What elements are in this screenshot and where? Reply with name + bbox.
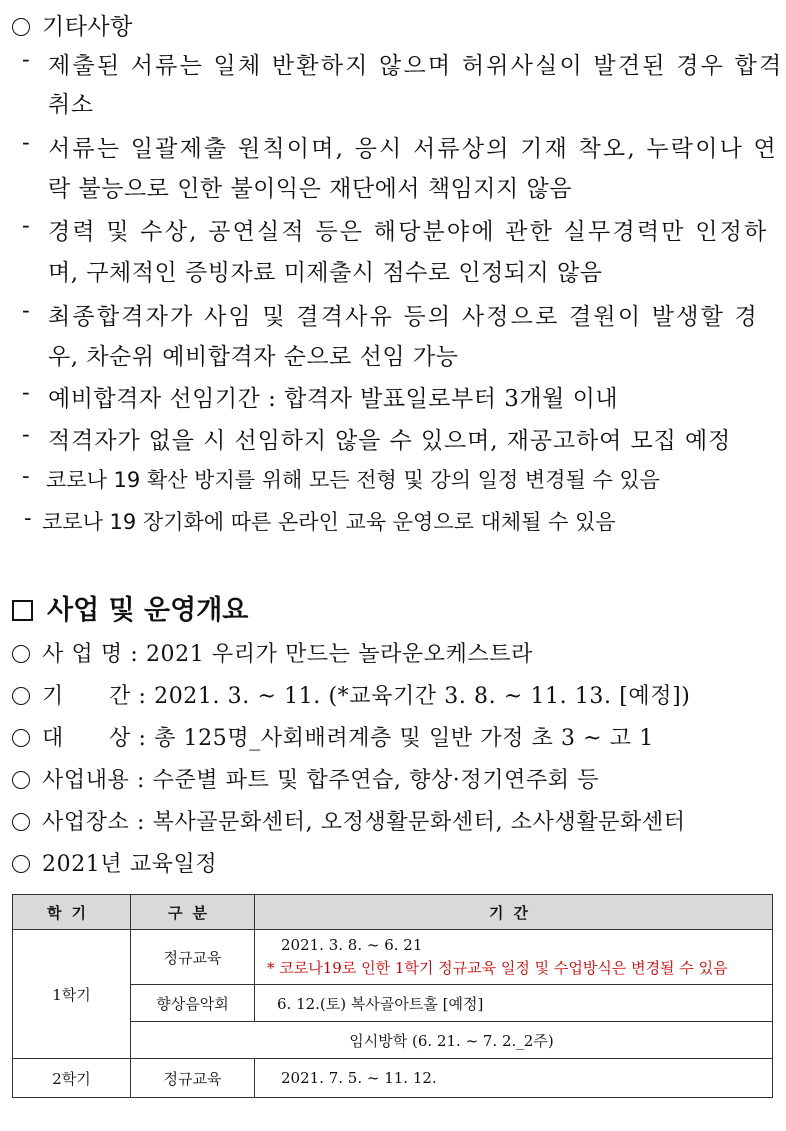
cell-sem2-period: 2021. 7. 5. ~ 11. 12.: [255, 1059, 773, 1098]
cell-sem2-regular: 정규교육: [131, 1059, 255, 1098]
circle-bullet-icon: [12, 855, 30, 873]
circle-bullet-icon: [12, 645, 30, 663]
etc-heading: 기타사항: [12, 8, 133, 41]
cell-break: 임시방학 (6. 21. ~ 7. 2._2주): [131, 1022, 773, 1059]
dash-bullet: -: [22, 464, 31, 488]
overview-project-name: 사 업 명 : 2021 우리가 만드는 놀라운오케스트라: [12, 637, 533, 668]
table-row: [13, 1059, 773, 1098]
table-row: [13, 930, 773, 985]
cell-concert-period: 6. 12.(토) 복사골아트홀 [예정]: [255, 985, 773, 1022]
circle-bullet-icon: [12, 687, 30, 705]
header-period: 기간: [255, 895, 773, 930]
cell-semester-2: 2학기: [13, 1059, 131, 1098]
cell-regular: 정규교육: [131, 930, 255, 985]
cell-regular-period: [255, 930, 773, 985]
dash-bullet: -: [22, 298, 31, 324]
overview-content: 사업내용 : 수준별 파트 및 합주연습, 향상·정기연주회 등: [12, 763, 599, 794]
overview-period: 기 간 : 2021. 3. ~ 11. (*교육기간 3. 8. ~ 11. 13. [예정]): [12, 679, 690, 710]
regular-period-dates: 2021. 3. 8. ~ 6. 21: [281, 936, 423, 954]
header-semester: 학기: [13, 895, 131, 930]
dash-bullet: -: [24, 506, 33, 530]
cell-concert: 향상음악회: [131, 985, 255, 1022]
overview-schedule-heading: 2021년 교육일정: [12, 847, 217, 878]
circle-bullet-icon: [12, 813, 30, 831]
circle-bullet-icon: [12, 18, 30, 36]
schedule-table: [12, 894, 773, 1098]
dash-bullet: -: [22, 47, 31, 73]
circle-bullet-icon: [12, 771, 30, 789]
overview-location: 사업장소 : 복사골문화센터, 오정생활문화센터, 소사생활문화센터: [12, 805, 686, 836]
table-header-row: [13, 895, 773, 930]
overview-target: 대 상 : 총 125명_사회배려계층 및 일반 가정 초 3 ~ 고 1: [12, 721, 654, 752]
circle-bullet-icon: [12, 729, 30, 747]
dash-bullet: -: [22, 130, 31, 156]
cell-semester-1: 1학기: [13, 930, 131, 1059]
dash-bullet: -: [22, 213, 31, 239]
dash-bullet: -: [22, 422, 31, 448]
regular-period-note: * 코로나19로 인한 1학기 정규교육 일정 및 수업방식은 변경될 수 있음: [267, 959, 728, 977]
square-bullet-icon: [12, 600, 33, 621]
header-category: 구분: [131, 895, 255, 930]
dash-bullet: -: [22, 380, 31, 406]
section-title: 사업 및 운영개요: [12, 588, 248, 627]
